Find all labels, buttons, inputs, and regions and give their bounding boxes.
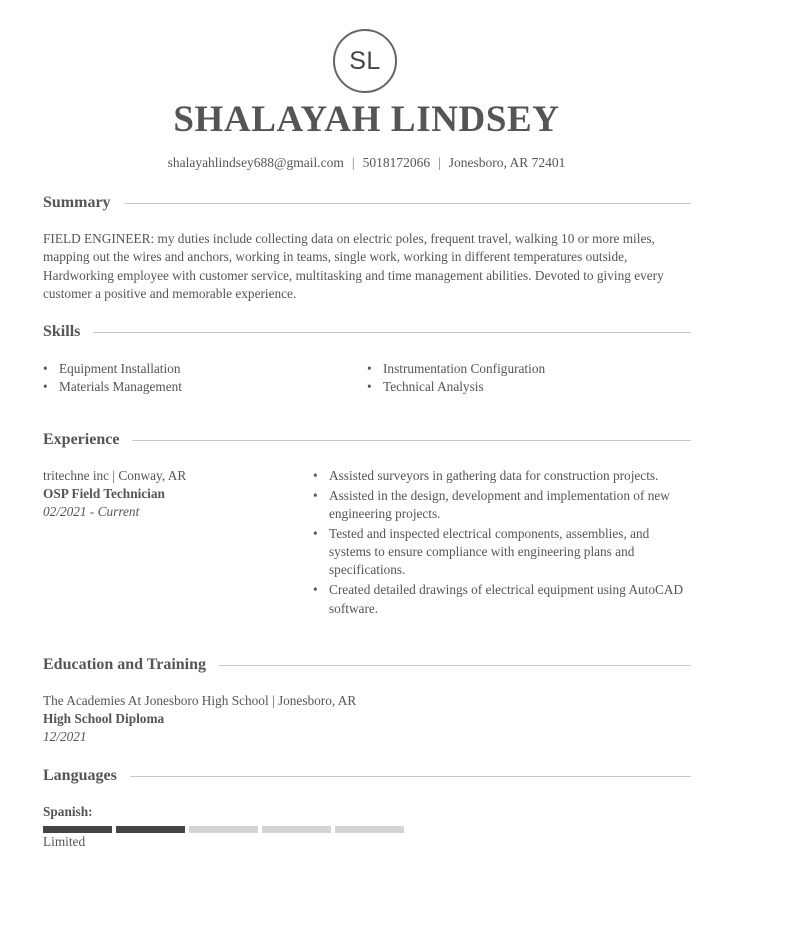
experience-section-header: [43, 431, 691, 449]
monogram-badge: [333, 29, 397, 93]
school-name: The Academies At Jonesboro High School | Jonesboro, AR: [43, 693, 357, 708]
skills-heading: Skills: [43, 323, 81, 340]
education-section-header: [43, 656, 691, 674]
job-dates: 02/2021 - Current: [43, 504, 140, 519]
summary-text: FIELD ENGINEER: my duties include collecting data on electric poles, frequent travel, walking 10 or more miles, mapping out the wires and anchors, working in teams, single work, working in different temperatures outside, Hardworking employee with customer service, multitasking and time management abilities. Devoted to giving every customer a positive and memorable experience.: [43, 231, 664, 301]
experience-bullet: • Tested and inspected electrical components, assemblies, and systems to ensure compliance with engineering plans and specifications.: [313, 525, 693, 580]
section-divider: [124, 203, 691, 204]
language-proficiency-bar: [43, 826, 404, 833]
language-level: Limited: [43, 834, 86, 849]
proficiency-segment-empty: [189, 826, 258, 833]
section-divider: [132, 440, 691, 441]
contact-line: [0, 155, 733, 171]
contact-email: shalayahlindsey688@gmail.com: [167, 155, 344, 170]
section-divider: [219, 665, 691, 666]
summary-section-header: [43, 194, 691, 212]
experience-job-info: [43, 467, 186, 521]
experience-heading: Experience: [43, 431, 120, 448]
candidate-name: SHALAYAH LINDSEY: [173, 99, 560, 140]
experience-bullet: • Assisted in the design, development and implementation of new engineering projects.: [313, 487, 693, 524]
experience-bullets: [313, 467, 693, 619]
section-divider: [93, 332, 691, 333]
contact-location: Jonesboro, AR 72401: [448, 155, 566, 170]
job-title: OSP Field Technician: [43, 486, 165, 501]
monogram-initials: SL: [349, 46, 381, 75]
skill-item: • Technical Analysis: [367, 378, 545, 396]
contact-separator: |: [438, 155, 441, 170]
experience-bullet: • Assisted surveyors in gathering data for construction projects.: [313, 467, 693, 485]
languages-heading: Languages: [43, 767, 117, 784]
skill-item: • Equipment Installation: [43, 360, 182, 378]
proficiency-segment-filled: [116, 826, 185, 833]
graduation-date: 12/2021: [43, 729, 87, 744]
job-company: tritechne inc | Conway, AR: [43, 468, 187, 483]
proficiency-segment-empty: [262, 826, 331, 833]
skills-list-left: [43, 360, 182, 396]
section-divider: [130, 776, 691, 777]
language-name: Spanish:: [43, 804, 93, 819]
skills-list-right: [367, 360, 545, 396]
proficiency-segment-filled: [43, 826, 112, 833]
languages-section-header: [43, 767, 691, 785]
summary-heading: Summary: [43, 194, 111, 211]
experience-bullet: • Created detailed drawings of electrical equipment using AutoCAD software.: [313, 581, 693, 618]
education-info: [43, 692, 356, 746]
skills-section-header: [43, 323, 691, 341]
contact-separator: |: [351, 155, 355, 170]
skill-item: • Instrumentation Configuration: [367, 360, 545, 378]
skill-item: • Materials Management: [43, 378, 182, 396]
contact-phone: 5018172066: [362, 155, 431, 170]
education-heading: Education and Training: [43, 656, 207, 673]
degree-name: High School Diploma: [43, 711, 165, 726]
proficiency-segment-empty: [335, 826, 404, 833]
